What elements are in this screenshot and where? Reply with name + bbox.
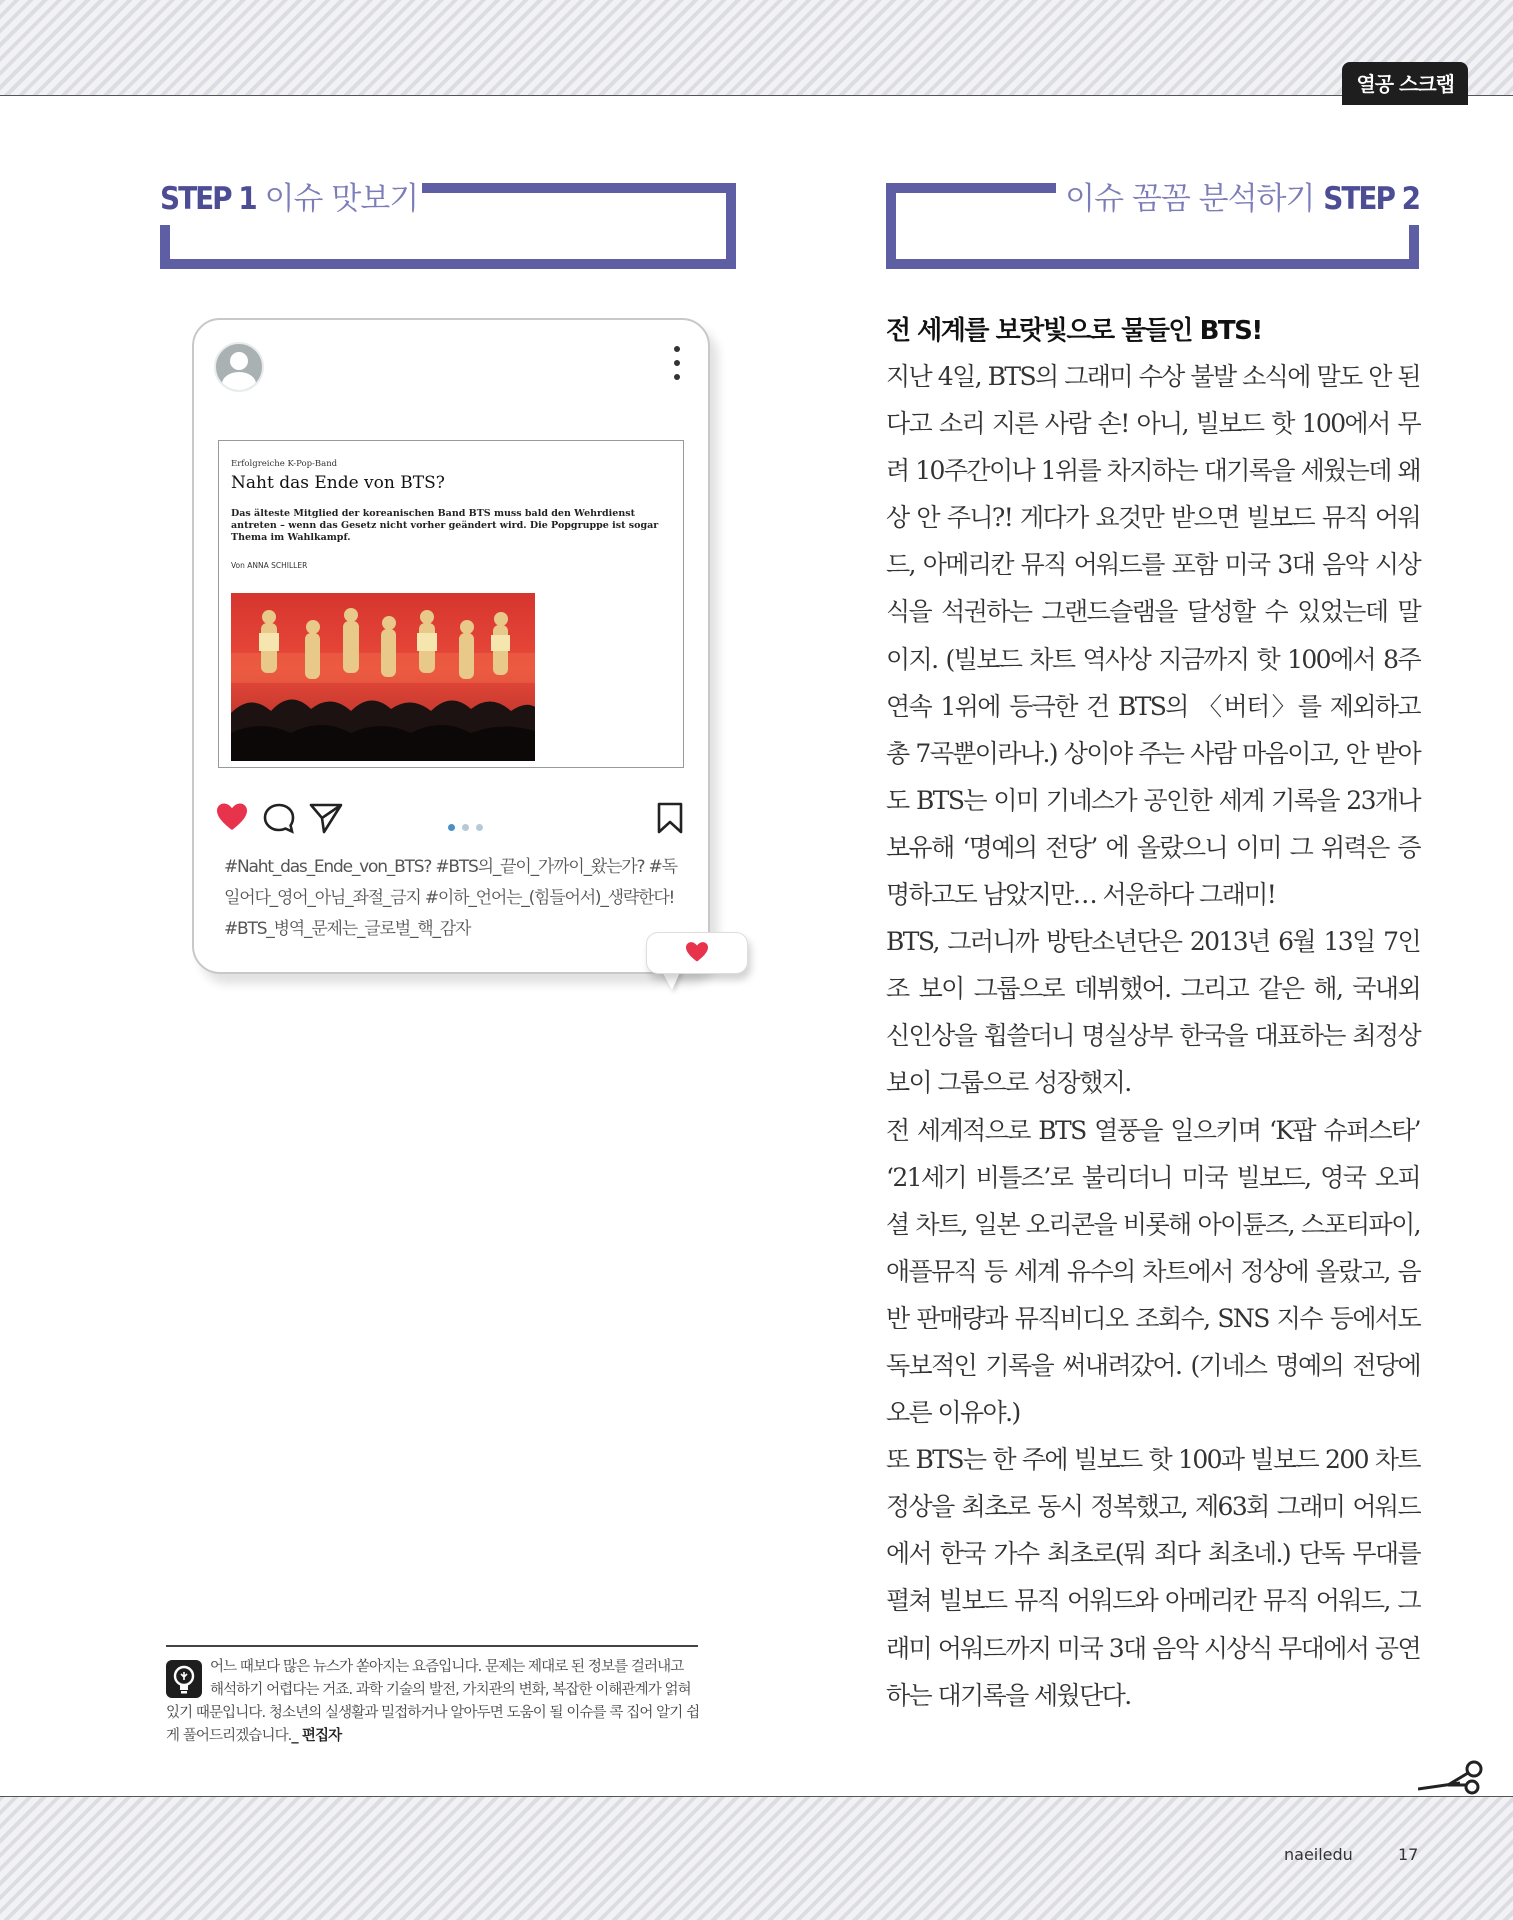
editor-note-text: 어느 때보다 많은 뉴스가 쏟아지는 요즘입니다. 문제는 제대로 된 정보를 걸러내고 해석하기 어렵다는 거죠. 과학 기술의 발전, 가치관의 변화, 복잡한 이해관계가 얽혀 있기 때문입니다. 청소년의 실생활과 밀접하거나 알아두면 도움이 될 이슈를 콕 집어 알기 쉽게 풀어드리겠습니다.	[166, 1659, 700, 1744]
share-send-icon[interactable]	[308, 802, 344, 834]
article-kicker: Erfolgreiche K-Pop-Band	[231, 459, 338, 469]
article-paragraph: BTS, 그러니까 방탄소년단은 2013년 6월 13일 7인조 보이 그룹으로 데뷔했어. 그리고 같은 해, 국내외 신인상을 휩쓸더니 명실상부 한국을 대표하는 최정상 보이 그룹으로 성장했지.	[886, 927, 1420, 1098]
section-tag: 열공 스크랩	[1342, 62, 1468, 105]
step2-title	[1065, 180, 1419, 218]
article-lead: Das älteste Mitglied der koreanischen Band BTS muss bald den Wehrdienst antreten – wenn das Gesetz nicht vorher geändert wird. Die Popgruppe ist sogar Thema im Wahlkampf.	[231, 508, 659, 543]
step2-header	[886, 180, 1419, 272]
article-headline: 전 세계를 보랏빛으로 물들인 BTS!	[886, 316, 1262, 346]
note-divider	[166, 1645, 698, 1647]
post-hashtags: #Naht_das_Ende_von_BTS? #BTS의_끝이_가까이_왔는가? #독일어다_영어_아님_좌절_금지 #이하_언어는_(힘들어서)_생략한다! #BTS_병역_문제는_글로벌_핵_감자	[224, 857, 677, 939]
step1-title	[160, 180, 418, 218]
footer-brand: naeiledu	[1284, 1845, 1353, 1864]
step2-label: STEP 2	[1323, 181, 1419, 217]
step1-header	[160, 180, 736, 272]
post-actions	[216, 802, 686, 836]
article-screenshot	[218, 440, 684, 768]
step1-label: STEP 1	[160, 181, 256, 217]
editor-signature: _ 편집자	[291, 1728, 342, 1744]
article-byline: Von ANNA SCHILLER	[231, 561, 308, 570]
lightbulb-icon	[166, 1660, 202, 1698]
article-paragraph: 또 BTS는 한 주에 빌보드 핫 100과 빌보드 200 차트 정상을 최초로 동시 정복했고, 제63회 그래미 어워드에서 한국 가수 최초로(뭐 죄다 최초네.) 단독 무대를 펼쳐 빌보드 뮤직 어워드와 아메리칸 뮤직 어워드, 그래미 어워드까지 미국 3대 음악 시상식 무대에서 공연하는 대기록을 세웠단다.	[886, 1445, 1420, 1710]
bookmark-icon[interactable]	[656, 802, 684, 834]
scissors-icon	[1418, 1755, 1488, 1795]
article-title: Naht das Ende von BTS?	[231, 473, 445, 493]
page-number: 17	[1398, 1845, 1419, 1864]
concert-photo	[231, 593, 535, 761]
like-notification-bubble	[646, 932, 748, 974]
notification-heart-icon	[685, 941, 709, 963]
step2-title-text: 이슈 꼼꼼 분석하기	[1065, 181, 1315, 217]
carousel-dots	[448, 816, 490, 835]
article-paragraph: 지난 4일, BTS의 그래미 수상 불발 소식에 말도 안 된다고 소리 지른 사람 손! 아니, 빌보드 핫 100에서 무려 10주간이나 1위를 차지하는 대기록을 세웠는데 왜 상 안 주니?! 게다가 요것만 받으면 빌보드 뮤직 어워드, 아메리칸 뮤직 어워드를 포함 미국 3대 음악 시상식을 석권하는 그랜드슬램을 달성할 수 있었는데 말이지. (빌보드 차트 역사상 지금까지 핫 100에서 8주 연속 1위에 등극한 건 BTS의 〈버터〉를 제외하고 총 7곡뿐이라나.) 상이야 주는 사람 마음이고, 안 받아도 BTS는 이미 기네스가 공인한 세계 기록을 23개나 보유해 ‘명예의 전당’ 에 올랐으니 이미 그 위력은 증명하고도 남았지만… 서운하다 그래미!	[886, 362, 1420, 910]
like-heart-icon[interactable]	[216, 802, 248, 832]
avatar[interactable]	[214, 342, 264, 392]
article-paragraph: 전 세계적으로 BTS 열풍을 일으키며 ‘K팝 슈퍼스타’ ‘21세기 비틀즈’로 불리더니 미국 빌보드, 영국 오피셜 차트, 일본 오리콘을 비롯해 아이튠즈, 스포티파이, 애플뮤직 등 세계 유수의 차트에서 정상에 올랐고, 음반 판매량과 뮤직비디오 조회수, SNS 지수 등에서도 독보적인 기록을 써내려갔어. (기네스 명예의 전당에 오른 이유야.)	[886, 1115, 1420, 1428]
comment-icon[interactable]	[262, 802, 296, 834]
editor-note	[166, 1656, 700, 1748]
article-body	[886, 353, 1420, 1719]
social-post-card	[192, 318, 710, 974]
more-options-icon[interactable]	[674, 346, 682, 386]
step1-title-text: 이슈 맛보기	[264, 181, 419, 217]
